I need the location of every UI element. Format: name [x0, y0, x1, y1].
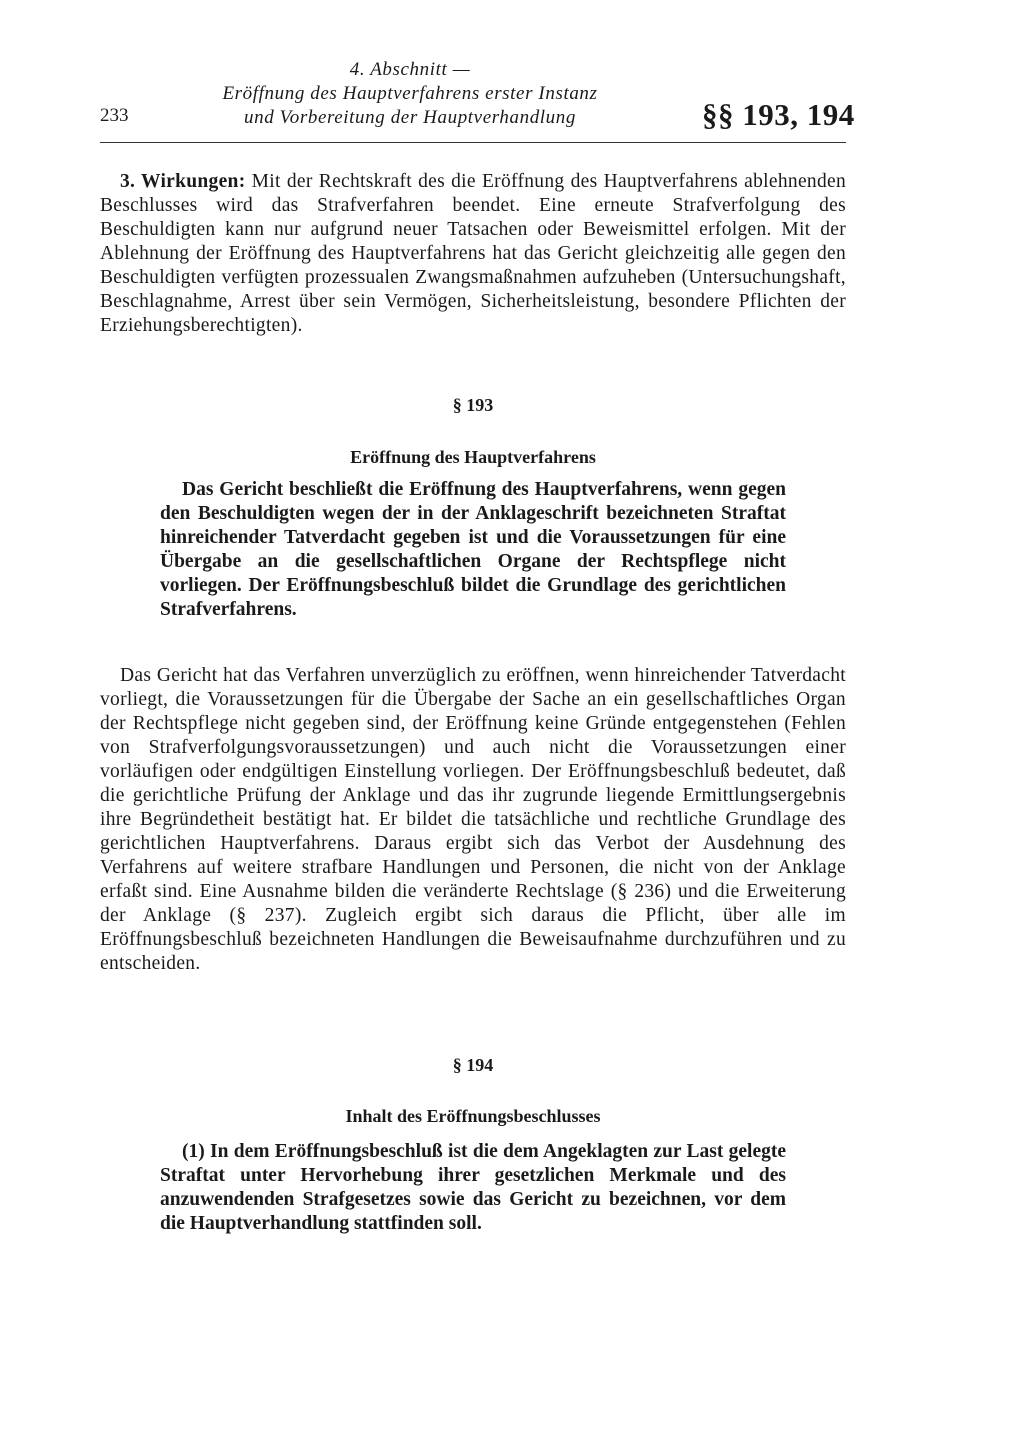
section-193-commentary: Das Gericht hat das Verfahren unverzüglich zu eröffnen, wenn hinreichender Tatverdacht vorliegt, die Voraussetzungen für die Übergabe der Sache an ein gesellschaftliches Organ der Rechtspflege nicht gegeben sind, der Eröffnung keine Gründe entgegenstehen (Fehlen von Strafverfolgungsvoraussetzungen) und auch nicht die Voraussetzungen einer vorläufigen oder endgültigen Einstellung vorliegen. Der Eröffnungsbeschluß bedeutet, daß die gerichtliche Prüfung der Anklage und das ihr zugrunde liegende Ermittlungsergebnis ihre Begründetheit bestätigt hat. Er bildet die tatsächliche und rechtliche Grundlage des gerichtlichen Hauptverfahrens. Daraus ergibt sich das Verbot der Ausdehnung des Verfahrens auf weitere strafbare Handlungen und Personen, die nicht von der Anklage erfaßt sind. Eine Ausnahme bilden die veränderte Rechtslage (§ 236) und die Erweiterung der Anklage (§ 237). Zugleich ergibt sich daraus die Pflicht, über alle im Eröffnungsbeschluß bezeichneten Handlungen die Beweisaufnahme durchzuführen und zu entscheiden. — [100, 665, 846, 974]
note-label: 3. Wirkungen: — [120, 171, 246, 192]
section-194-number: § 194 — [452, 1055, 494, 1075]
section-194-title: Inhalt des Eröffnungsbeschlusses — [345, 1106, 601, 1126]
section-heading — [150, 58, 670, 130]
section-heading-line: Eröffnung des Hauptverfahrens erster Instanz — [222, 83, 598, 104]
section-heading-line: 4. Abschnitt — — [349, 59, 471, 80]
note-text: Mit der Rechtskraft des die Eröffnung des Hauptverfahrens ablehnenden Beschlusses wird das Strafverfahren beendet. Eine erneute Strafverfolgung des Beschuldigten kann nur aufgrund neuer Tatsachen oder Beweismittel erfolgen. Mit der Ablehnung der Eröffnung des Hauptverfahrens hat das Gericht gleichzeitig alle gegen den Beschuldigten verfügten prozessualen Zwangsmaßnahmen aufzuheben (Untersuchungshaft, Beschlagnahme, Arrest über sein Vermögen, Sicherheitsleistung, besondere Pflichten der Erziehungsberechtigten). — [100, 171, 846, 336]
header-rule — [100, 142, 846, 143]
paragraph-reference: §§ 193, 194 — [702, 97, 855, 132]
section-193-title: Eröffnung des Hauptverfahrens — [350, 447, 596, 467]
note-3-wirkungen — [100, 170, 846, 338]
section-193-number: § 193 — [452, 395, 494, 415]
section-heading-line: und Vorbereitung der Hauptverhandlung — [244, 107, 576, 128]
page-number: 233 — [100, 105, 129, 126]
section-194-law-text: (1) In dem Eröffnungsbeschluß ist die dem Angeklagten zur Last gelegte Straftat unter Hervorhebung ihrer gesetzlichen Merkmale und des anzuwendenden Strafgesetzes sowie das Gericht zu bezeichnen, vor dem die Hauptverhandlung stattfinden soll. — [160, 1141, 786, 1234]
section-193-law-text: Das Gericht beschließt die Eröffnung des Hauptverfahrens, wenn gegen den Beschuldigten wegen der in der Anklageschrift bezeichneten Straftat hinreichender Tatverdacht gegeben ist und die Voraussetzungen für eine Übergabe an die gesellschaftlichen Organe der Rechtspflege nicht vorliegen. Der Eröffnungsbeschluß bildet die Grundlage des gerichtlichen Strafverfahrens. — [160, 479, 786, 620]
